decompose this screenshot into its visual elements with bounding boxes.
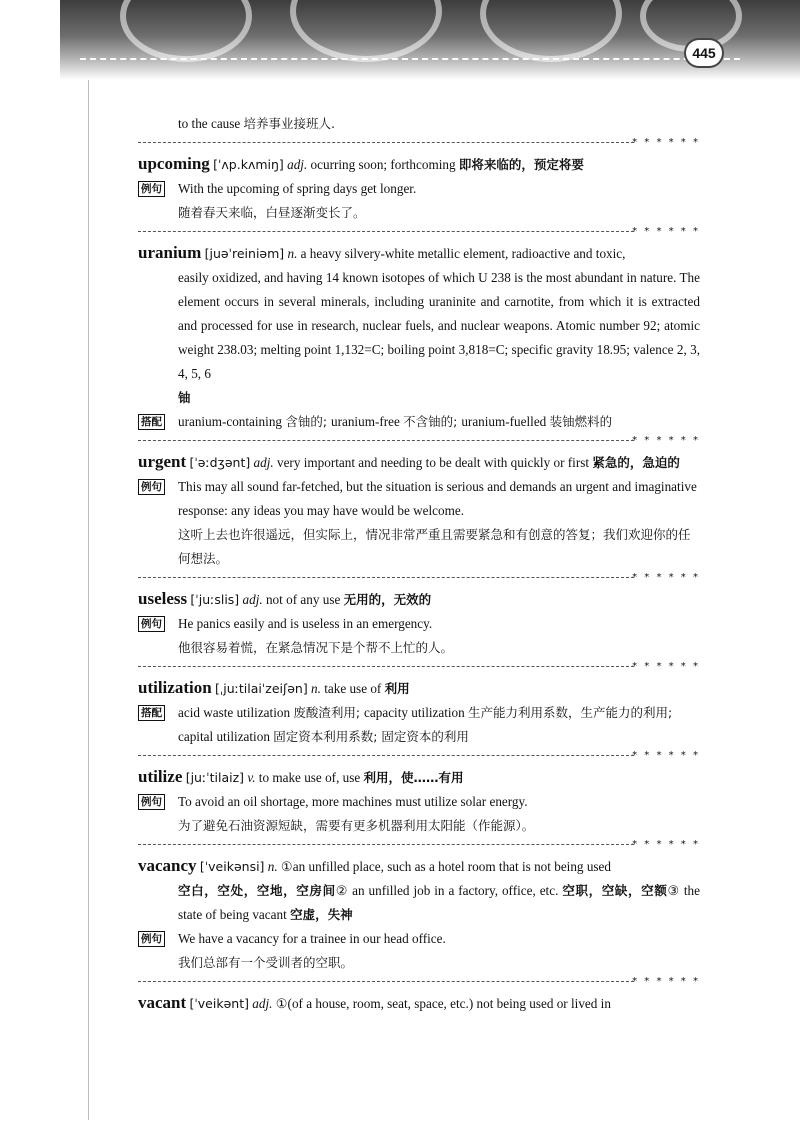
decor-swirl [290, 0, 442, 62]
headword: uranium [138, 243, 202, 262]
part-of-speech: n. [267, 859, 278, 874]
part-of-speech: n. [287, 246, 298, 261]
definition-text: very important and needing to be dealt with quickly or first [273, 455, 593, 470]
entry-vacant [138, 991, 700, 1016]
definition [138, 676, 700, 701]
definition [138, 991, 700, 1016]
example-en: To avoid an oil shortage, more machines must utilize solar energy. [178, 794, 528, 809]
headword: useless [138, 589, 188, 608]
definition-cn: 利用，使……有用 [363, 770, 464, 785]
definition-text: ①(of a house, room, seat, space, etc.) not being used or lived in [272, 996, 611, 1011]
entry-utilize [138, 765, 700, 838]
example-tag: 例句 [138, 616, 165, 632]
pronunciation: [ˈəːdʒənt] [189, 455, 251, 470]
intro-line-cn: 培养事业接班人. [243, 116, 336, 131]
collocation-text: uranium-containing 含铀的; uranium-free 不含铀的; uranium-fuelled 装铀燃料的 [178, 414, 613, 429]
example-cn: 随着春天来临，白昼逐渐变长了。 [178, 205, 366, 220]
definition-cn: 铀 [178, 390, 191, 405]
headword: vacant [138, 993, 187, 1012]
headword: utilize [138, 767, 183, 786]
definition-cn: 利用 [384, 681, 410, 696]
collocation-text: acid waste utilization 废酸渣利用; capacity utilization 生产能力利用系数，生产能力的利用; capital utilization 固定资本利用系数; 固定资本的利用 [178, 705, 673, 744]
example [138, 612, 700, 660]
example [138, 475, 700, 571]
definition-text: ocurring soon; forthcoming [307, 157, 459, 172]
definition-continued-text: easily oxidized, and having 14 known isotopes of which U 238 is the most abundant in nature. The element occurs in several minerals, including uraninite and carnotite, from which it is extracted and processed for use in research, nuclear fuels, and nuclear weapons. Atomic number 92; atomic weight 238.03; melting point 1,132=C; boiling point 3,818=C; specific gravity 18.95; valence 2, 3, 4, 5, 6 [178, 270, 700, 381]
definition [138, 152, 700, 177]
part-of-speech: adj. [287, 157, 308, 172]
definition [138, 854, 700, 879]
header-dashed-line [80, 58, 740, 60]
headword: upcoming [138, 154, 210, 173]
definition-text: not of any use [262, 592, 344, 607]
entry-uranium [138, 241, 700, 434]
intro-line [138, 112, 700, 136]
pronunciation: [ˈveikənt] [189, 996, 249, 1011]
part-of-speech: adj. [242, 592, 263, 607]
page-number: 445 [686, 40, 722, 66]
definition [138, 450, 700, 475]
example-en: This may all sound far-fetched, but the situation is serious and demands an urgent and imaginative response: any ideas you may have would be welcome. [178, 479, 697, 518]
example-en: He panics easily and is useless in an emergency. [178, 616, 433, 631]
intro-line-en: to the cause [178, 116, 244, 131]
part-of-speech: adj. [252, 996, 273, 1011]
entry-separator: * * * * * * [138, 975, 700, 989]
pronunciation: [ˈʌp.kʌmiŋ] [213, 157, 284, 172]
part-of-speech: v. [247, 770, 256, 785]
pronunciation: [ˈjuːslis] [190, 592, 240, 607]
entry-upcoming [138, 152, 700, 225]
example-cn: 为了避免石油资源短缺，需要有更多机器利用太阳能（作能源）。 [178, 818, 535, 833]
example-en: With the upcoming of spring days get longer. [178, 181, 417, 196]
pronunciation: [ˈveikənsi] [199, 859, 265, 874]
entry-vacancy [138, 854, 700, 975]
collocation [138, 410, 700, 434]
entry-separator: * * * * * * [138, 571, 700, 585]
example-tag: 例句 [138, 479, 165, 495]
definition-continued: 空白，空处，空地，空房间② an unfilled job in a factory, office, etc. 空职，空缺，空额③ the state of being vacant 空虚，失神 [178, 883, 700, 922]
example [138, 177, 700, 225]
entry-useless [138, 587, 700, 660]
entry-separator: * * * * * * [138, 225, 700, 239]
collocation [138, 701, 700, 749]
dictionary-content [138, 112, 700, 1016]
example-tag: 例句 [138, 931, 165, 947]
pronunciation: [ˌjuːtilaiˈzeiʃən] [214, 681, 308, 696]
definition-cn: 即将来临的，预定将要 [458, 157, 584, 172]
decor-swirl [120, 0, 252, 62]
example-cn: 这听上去也许很遥远，但实际上，情况非常严重且需要紧急和有创意的答复；我们欢迎你的任何想法。 [178, 527, 691, 566]
entry-separator: * * * * * * [138, 749, 700, 763]
example-tag: 例句 [138, 794, 165, 810]
definition-text: a heavy silvery-white metallic element, radioactive and toxic, [297, 246, 626, 261]
definition-cn: 紧急的，急迫的 [592, 455, 680, 470]
headword: vacancy [138, 856, 197, 875]
example [138, 927, 700, 975]
example-cn: 他很容易着慌，在紧急情况下是个帮不上忙的人。 [178, 640, 454, 655]
collocation-tag: 搭配 [138, 414, 165, 430]
example [138, 790, 700, 838]
example-tag: 例句 [138, 181, 165, 197]
example-cn: 我们总部有一个受训者的空职。 [178, 955, 354, 970]
entry-separator: * * * * * * [138, 434, 700, 448]
page-edge-line [88, 60, 89, 1120]
headword: utilization [138, 678, 212, 697]
collocation-tag: 搭配 [138, 705, 165, 721]
pronunciation: [juəˈreiniəm] [204, 246, 285, 261]
part-of-speech: adj. [253, 455, 274, 470]
example-en: We have a vacancy for a trainee in our head office. [178, 931, 446, 946]
entry-urgent [138, 450, 700, 571]
definition-cn: 无用的，无效的 [343, 592, 432, 607]
headword: urgent [138, 452, 187, 471]
entry-separator: * * * * * * [138, 660, 700, 674]
definition-continued [138, 266, 700, 410]
page-header-banner [60, 0, 800, 80]
definition-text: take use of [320, 681, 385, 696]
definition-text: ①an unfilled place, such as a hotel room that is not being used [277, 859, 611, 874]
definition-text: to make use of, use [255, 770, 364, 785]
decor-swirl [480, 0, 622, 62]
part-of-speech: n. [311, 681, 321, 696]
definition [138, 765, 700, 790]
pronunciation: [juːˈtilaiz] [185, 770, 245, 785]
entry-separator: * * * * * * [138, 838, 700, 852]
definition [138, 241, 700, 266]
definition [138, 587, 700, 612]
entry-separator: * * * * * * [138, 136, 700, 150]
entry-utilization [138, 676, 700, 749]
